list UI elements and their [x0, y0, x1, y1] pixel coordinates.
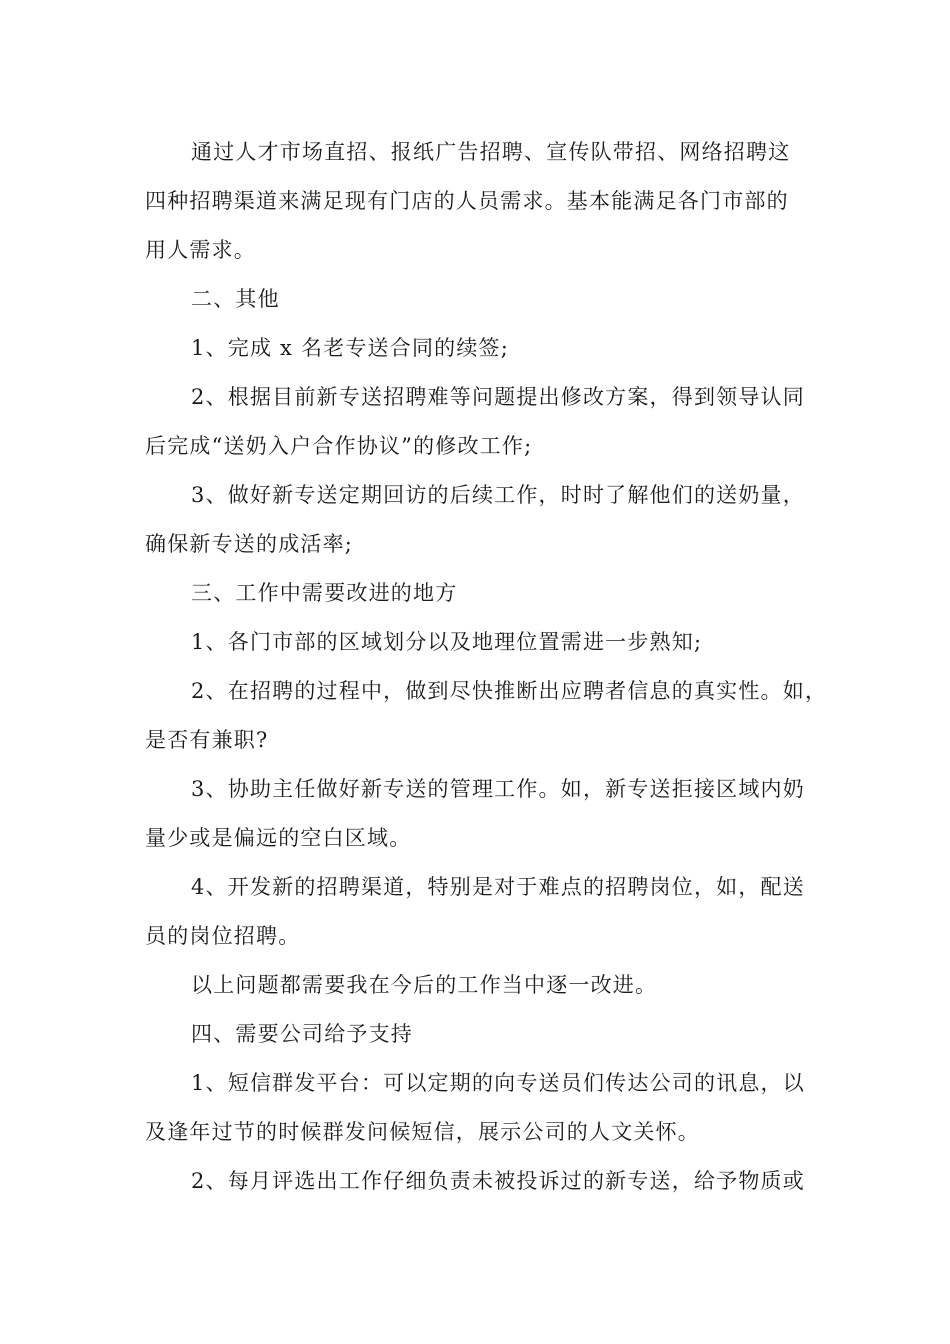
section-heading: 二、其他: [191, 287, 280, 311]
list-item-line: 确保新专送的成活率;: [145, 532, 354, 556]
list-item: [145, 667, 835, 765]
list-item-line: 1、完成 x 名老专送合同的续签;: [191, 336, 510, 360]
paragraph-line: 四种招聘渠道来满足现有门店的人员需求。基本能满足各门市部的: [145, 189, 789, 213]
document-body: [145, 128, 835, 1206]
list-item-line: 1、各门市部的区域划分以及地理位置需进一步熟知;: [191, 630, 703, 654]
paragraph-recruitment-channels: [145, 128, 835, 275]
section-heading-improvements: [145, 569, 835, 618]
list-item-line: 2、每月评选出工作仔细负责未被投诉过的新专送，给予物质或: [191, 1169, 805, 1193]
list-item: [145, 863, 835, 961]
list-item-line: 3、做好新专送定期回访的后续工作，时时了解他们的送奶量，: [191, 483, 805, 507]
list-item: [145, 471, 835, 569]
list-item-line: 3、协助主任做好新专送的管理工作。如，新专送拒接区域内奶: [191, 777, 805, 801]
section-heading-support: [145, 1010, 835, 1059]
list-item-line: 2、根据目前新专送招聘难等问题提出修改方案，得到领导认同: [191, 385, 805, 409]
paragraph-summary: [145, 961, 835, 1010]
section-heading-other: [145, 275, 835, 324]
list-item-line: 量少或是偏远的空白区域。: [145, 826, 412, 850]
paragraph-line: 用人需求。: [145, 238, 256, 262]
paragraph-line: 以上问题都需要我在今后的工作当中逐一改进。: [191, 973, 658, 997]
list-item-line: 后完成“送奶入户合作协议”的修改工作;: [145, 434, 533, 458]
section-heading: 四、需要公司给予支持: [191, 1022, 413, 1046]
list-item: [145, 1157, 835, 1206]
list-item: [145, 765, 835, 863]
list-item-line: 是否有兼职?: [145, 728, 269, 752]
list-item-line: 及逢年过节的时候群发问候短信，展示公司的人文关怀。: [145, 1120, 700, 1144]
list-item: [145, 324, 835, 373]
list-item: [145, 373, 835, 471]
list-item-line: 4、开发新的招聘渠道，特别是对于难点的招聘岗位，如，配送: [191, 875, 805, 899]
list-item-line: 2、在招聘的过程中，做到尽快推断出应聘者信息的真实性。如，: [191, 679, 828, 703]
list-item-line: 1、短信群发平台：可以定期的向专送员们传达公司的讯息，以: [191, 1071, 805, 1095]
section-heading: 三、工作中需要改进的地方: [191, 581, 458, 605]
list-item: [145, 618, 835, 667]
list-item: [145, 1059, 835, 1157]
paragraph-line: 通过人才市场直招、报纸广告招聘、宣传队带招、网络招聘这: [191, 140, 791, 164]
list-item-line: 员的岗位招聘。: [145, 924, 301, 948]
